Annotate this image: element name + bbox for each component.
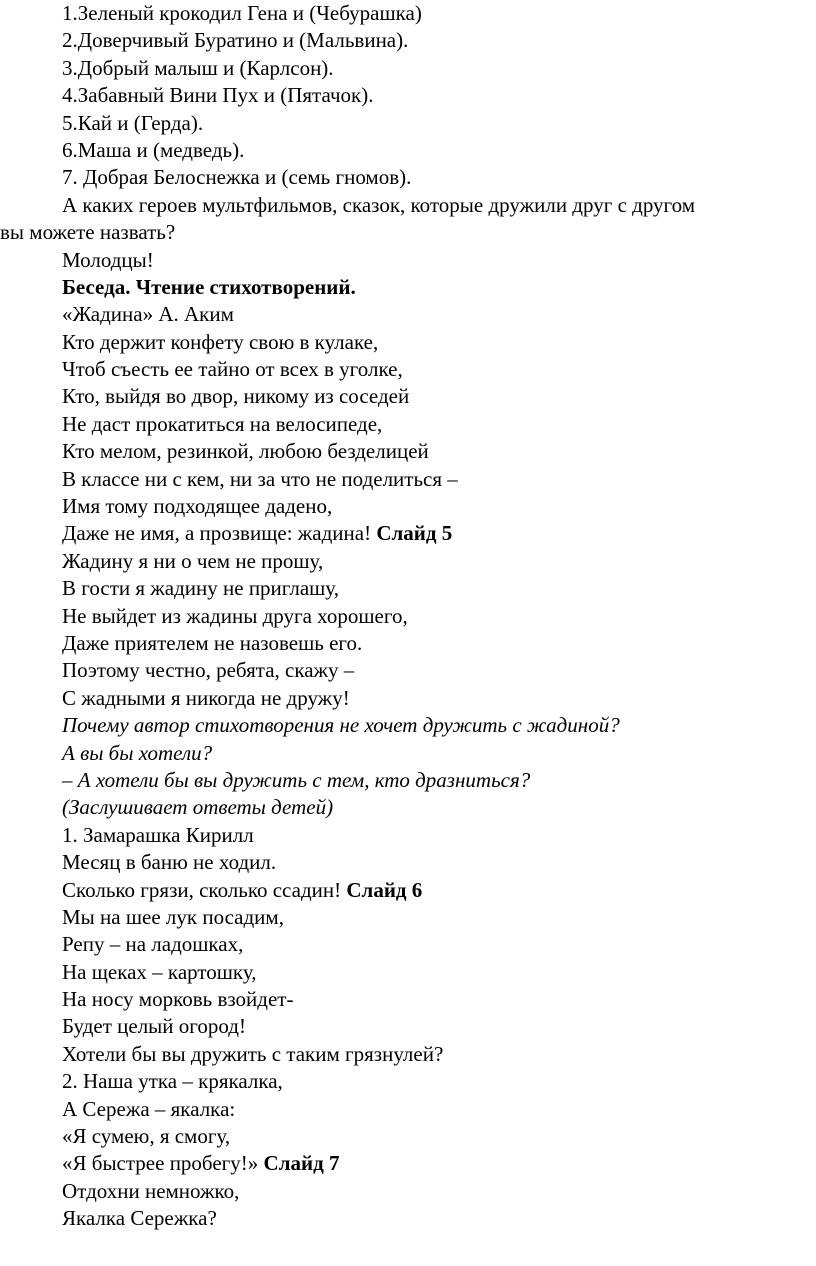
poem-line: Кто, выйдя во двор, никому из соседей <box>62 384 410 409</box>
poem-line: В классе ни с кем, ни за что не поделиться – <box>62 466 458 491</box>
poem-line: В гости я жадину не приглашу, <box>62 576 339 601</box>
text-line: 4.Забавный Вини Пух и (Пятачок). <box>62 83 374 108</box>
poem-title: «Жадина» А. Аким <box>62 302 234 327</box>
poem-line: Отдохни немножко, <box>62 1178 240 1203</box>
poem-line: Жадину я ни о чем не прошу, <box>62 548 324 573</box>
poem-line: Кто мелом, резинкой, любою безделицей <box>62 439 429 464</box>
poem-line: «Я сумею, я смогу, <box>62 1124 231 1149</box>
text-line: вы можете назвать? <box>0 220 176 245</box>
poem-line: Даже приятелем не назовешь его. <box>62 630 363 655</box>
poem-line: А Сережа – якалка: <box>62 1096 236 1121</box>
poem-line: Не даст прокатиться на велосипеде, <box>62 411 383 436</box>
poem-line: Кто держит конфету свою в кулаке, <box>62 329 379 354</box>
section-heading: Беседа. Чтение стихотворений. <box>62 274 356 299</box>
question-line: Почему автор стихотворения не хочет дружить с жадиной? <box>62 713 620 738</box>
note-line: (Заслушивает ответы детей) <box>62 795 334 820</box>
text-line: 7. Добрая Белоснежка и (семь гномов). <box>62 165 412 190</box>
text-line: 6.Маша и (медведь). <box>62 137 245 162</box>
poem-line: Якалка Сережка? <box>62 1206 217 1231</box>
poem-line: Не выйдет из жадины друга хорошего, <box>62 603 408 628</box>
poem-line-text: «Я быстрее пробегу!» <box>62 1151 264 1176</box>
text-line: Молодцы! <box>62 247 154 272</box>
poem-line: Месяц в баню не ходил. <box>62 850 277 875</box>
slide-marker: Слайд 5 <box>376 521 453 546</box>
poem-line: С жадными я никогда не дружу! <box>62 685 350 710</box>
question-line: А вы бы хотели? <box>62 740 213 765</box>
poem-line <box>0 1150 816 1177</box>
text-line: 2.Доверчивый Буратино и (Мальвина). <box>62 28 409 53</box>
question-line: Хотели бы вы дружить с таким грязнулей? <box>62 1041 444 1066</box>
poem-line <box>0 520 816 547</box>
poem-line-text: Сколько грязи, сколько ссадин! <box>62 877 347 902</box>
poem-line: 1. Замарашка Кирилл <box>62 822 254 847</box>
text-line: 5.Кай и (Герда). <box>62 110 204 135</box>
poem-line: Репу – на ладошках, <box>62 932 244 957</box>
poem-line: Чтоб съесть ее тайно от всех в уголке, <box>62 357 403 382</box>
text-line: А каких героев мультфильмов, сказок, которые дружили друг с другом <box>62 192 696 217</box>
poem-line-text: Даже не имя, а прозвище: жадина! <box>62 521 377 546</box>
poem-line: На щеках – картошку, <box>62 959 257 984</box>
poem-line: Будет целый огород! <box>62 1014 246 1039</box>
text-line: 3.Добрый малыш и (Карлсон). <box>62 55 334 80</box>
poem-line: Имя тому подходящее дадено, <box>62 494 333 519</box>
poem-line: Мы на шее лук посадим, <box>62 904 284 929</box>
poem-line <box>0 877 816 904</box>
poem-line: Поэтому честно, ребята, скажу – <box>62 658 355 683</box>
poem-line: На носу морковь взойдет- <box>62 987 294 1012</box>
poem-line: 2. Наша утка – крякалка, <box>62 1069 283 1094</box>
text-line: 1.Зеленый крокодил Гена и (Чебурашка) <box>62 1 422 25</box>
slide-marker: Слайд 6 <box>346 877 423 902</box>
slide-marker: Слайд 7 <box>263 1151 340 1176</box>
question-line: – А хотели бы вы дружить с тем, кто дразниться? <box>62 767 531 792</box>
